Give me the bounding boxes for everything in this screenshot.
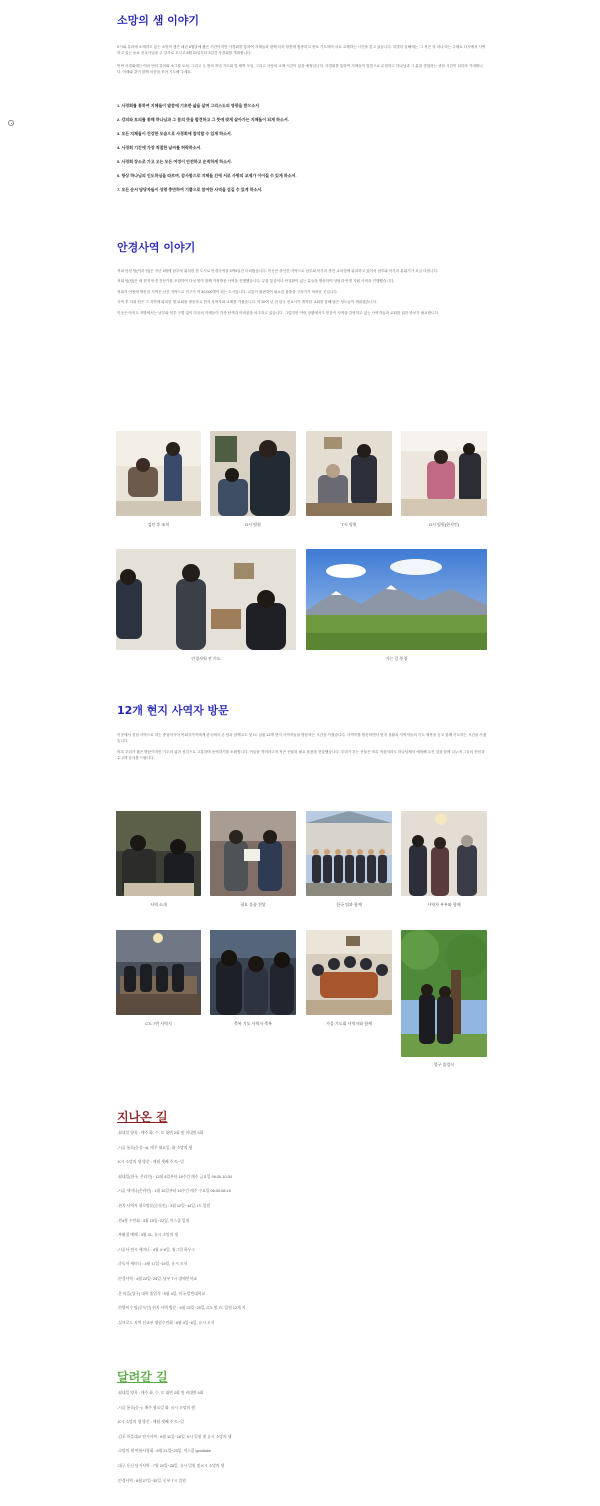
past-road-item: -월대일 양육 : 매주 화, 수, 토 대면 2회 및 비대면 5회	[117, 1131, 204, 1135]
hope-story-paragraph: K시와 유리에 소재하고 있는 소망의 샘은 매년 6월말에 짧은 기간이지만 사경회를 통하여 지체들과 함께 더욱 말씀에 집중하고 중보 기도하며 서로 교제하는 시간을 갖고 있습니다. 특별히 올해에는 '그 작은 자 하나'라는 주제로 다시에서 사역하고 있는 동료 선교사님을 주 강사로 모시고 6월 21일부터 3일간 사경회를 개최합니다.	[117, 45, 486, 56]
photo-caption: 성구 졸업식	[433, 1062, 455, 1067]
prayer-item: 7. 모든 순서 담당자들이 성령 충만하여 기쁨으로 참여한 사역을 섬길 수 있게 하소서.	[117, 187, 263, 192]
photo-c-province-7	[116, 930, 201, 1015]
prayer-item: 1. 사경회를 통하여 지체들이 말씀에 기초한 삶을 살며 그리스도의 영광을 받으소서	[117, 103, 259, 108]
photo-autumn-prayer-meeting	[306, 930, 392, 1015]
past-road-list	[117, 1130, 487, 1334]
visit-paragraph: 비록 우리가 짧은 방문이지만 기도의 삶과 섬김으로 고통하며 동역하기를 소원합니다. 이들을 격려하고자 작은 선물과 필요 물품을 전달했습니다. 우리가 우는 선물은 비록 적을지라도 하나님께서 예비해 주신 것을 함께 나누며 그들의 헌신과 수고에 감사를 드립니다.	[117, 749, 485, 761]
visit-title: 12개 현지 사역자 방문	[117, 704, 229, 717]
future-road-title: 달려갈 길	[117, 1370, 168, 1384]
photo-caption: T시 팀원	[341, 522, 357, 527]
past-road-item: -월대일(한국, 온라인) : 12월 8일부터 18주간 매주 금요일 06:30-10:30	[117, 1174, 232, 1179]
past-road-item: -실크로드 지역 선교부 영원수련회 : 6월 4일~6일, 유시 오저	[117, 1320, 215, 1325]
photo-eye-exam	[116, 431, 201, 516]
future-road-list	[117, 1390, 487, 1492]
photo-road-scenery	[306, 549, 487, 650]
photo-with-missionary-couple	[401, 811, 487, 896]
past-road-item: -중독자 세미나 : 4월 17일~19일, 유시 오저	[117, 1262, 188, 1267]
future-road-item: -시골 통독(동~): 매주 월요일 화, 유시 소망의 샘	[117, 1405, 195, 1410]
past-road-item: -K시 소망의 샘 방문 : 매월 셋째 주 토~일	[117, 1160, 184, 1165]
prayer-item: 3. 모든 지체들이 건강한 모습으로 사경회에 참석할 수 있게 하소서.	[117, 131, 232, 136]
eyeglasses-paragraph: 이곳은 아직도 지방에서는 남부와 북부 구별 없이 다음의 지체들이 각종 탐색과 어려움을 마주하고 있습니다. 그렇지만 이런 상황에서도 믿음이 사역을 감당하고 있는 사역자들과 교회를 위한 중보가 필요합니다.	[117, 310, 440, 315]
visit-body	[117, 732, 487, 766]
photo-seonggu-graduation	[401, 930, 487, 1057]
photo-supply-delivery	[210, 811, 296, 896]
hope-story-title: 소망의 샘 이야기	[117, 14, 200, 27]
photo-blessing-prayer	[210, 930, 296, 1015]
eyeglasses-paragraph: 저희 팀(팀)은 새 현지 안경 전문가를 포함하여 다섯 명이 함께 가정방문 사역을 진행했습니다. 무릎 통증이나 안질환이 있는 분들을 방문하여 상담과 안경 지원 사역을 진행했습니다.	[117, 279, 395, 284]
eyeglasses-paragraph: 저희 안경 팀(이하 팀)은 지난 4월에 남부에 위치한 한 도시로 안경사역을 3박4일간 다녀왔습니다. 이곳은 중산간 지역으로 남부와 북부의 중간 교차점에 위치하고 있어서 남부와 북부의 분위기가 조금 다릅니다.	[117, 269, 439, 273]
photo-caption: 안경사역 전 기도	[191, 656, 221, 661]
photo-t-city-team	[306, 431, 392, 516]
eyeglasses-story-body	[117, 268, 487, 320]
photo-o-city-team	[210, 431, 296, 516]
past-road-item: -전4형 수련회 : 3월 19일~22일, 이스쿨 일원	[117, 1218, 190, 1223]
photo-caption: O시 팀원	[245, 522, 261, 527]
photo-caption: 한국 팀과 함께	[336, 902, 362, 907]
photo-caption: 검안 후 조치	[147, 522, 170, 527]
past-road-item: -현지 사역자 위로방문(중독인) : 3월 12일~14일, I도 일원	[117, 1203, 211, 1208]
past-road-item: -안경사역 : 4월 22일~25일, 남부 T시 장애인학교	[117, 1276, 197, 1281]
photo-ministry-intro	[116, 811, 201, 896]
hope-story-paragraph: 이번 사경회에는 여러 번의 강의와 소그룹 토의, 그리고 두 번의 저녁 기도회 및 새벽 모임, 그리고 사랑의 교제 시간이 있을 예정입니다. 사경회를 통하여 지체들이 말씀으로 무장하고 하나님과 그 분을 경험하는 귀한 시간이 되리라 기대합니다. 아래와 같이 함께 마음을 모아 기도해 주세요.	[117, 63, 483, 75]
photo-prayer-before-ministry	[116, 549, 296, 650]
photo-caption: C도 7번 사역지	[145, 1021, 172, 1026]
prayer-item: 5. 사경회 장소로 가고 오는 모든 여정이 안전하고 순적하게 하소서.	[117, 159, 232, 164]
photo-o-city-team-local	[401, 431, 487, 516]
photo-caption: 필요 물품 전달	[240, 902, 266, 907]
side-circle-icon[interactable]	[8, 120, 14, 126]
past-road-item: -부활절 예배 : 3월 31, 유시 소망의 샘	[117, 1233, 179, 1238]
past-road-item: -안양비수 팀(중독인) 현지 사역 방문 : 5월 23일~25일, C도 및 I도 일원 12개 지	[117, 1306, 246, 1311]
photo-caption: 사역 소개	[150, 902, 167, 907]
future-road-item: -김포 마을대교 단기사역 : 6월 11일~16일, K시 일원 및 유시 소망의 샘	[117, 1434, 232, 1439]
future-road-item: -대구 동신 단기사역 : 7월 20일~28일, 유시 일원 및 K시 소망의 샘	[117, 1463, 225, 1468]
prayer-item: 4. 사경회 기간에 가장 적절한 날씨를 허락하소서.	[117, 145, 202, 150]
future-road-item: -안경사역 : 8월 27일~30일, 동부 T시 일원	[117, 1478, 186, 1483]
future-road-item: -월대일 양육 : 매주 화, 수, 토 대면 2회 및 비대면 5회	[117, 1391, 204, 1395]
visit-paragraph: 이곳에서 경험 사역으로 하는 중앙아시아 목회자가족에게 한국에서 온 팀과 함께 C도 및 I도 일원 12개 현지 사역자들을 방문하는 시간을 가졌습니다. 사역자를 방문하면서 현지 상황과 사역자들의 기도 제목을 듣고 함께 기도하는 시간을 가졌습니다.	[117, 733, 487, 744]
past-road-item: -시골 세미나(온라인) : 1월 10일부터 10주간 매주 수요일 06:30-08:15	[117, 1189, 231, 1194]
eyeglasses-paragraph: 사역 후 저희 팀은 그 지역에 위치한 몇 교회를 방문하고 현지 사역자와 교제를 가졌습니다. 약 20여 년 전 한국 선교사가 개척한 교회를 통해 많은 성도들이 세워졌습니다.	[117, 300, 378, 305]
eyeglasses-paragraph: 저희가 이번에 방문한 지역은 산간 지역으로 인구가 약 40,000명이 되는 도시입니다. 교통이 불편하여 필요한 물품을 구하기가 어려운 곳입니다.	[117, 289, 338, 294]
past-road-item: -시골 통독(동상~4): 매주 월요일, 화 소망의 샘	[117, 1145, 193, 1150]
photo-caption: 가을 기도회 사역자와 함께	[326, 1021, 372, 1026]
prayer-list	[117, 103, 487, 201]
photo-with-korea-team	[306, 811, 392, 896]
past-road-title: 지나온 길	[117, 1110, 168, 1124]
hope-story-body	[117, 44, 487, 80]
prayer-item: 2. 강의와 토의를 통해 하나님과 그 분의 뜻을 발견하고 그 뜻에 맞게 살아가는 지체들이 되게 하소서.	[117, 117, 289, 122]
photo-caption: 축복 기도 사역자 축복	[233, 1021, 273, 1026]
past-road-item: -온 마을(성구) 대학 졸업식 : 5월 4일, 미국 칼빈대학교	[117, 1291, 206, 1296]
prayer-item: 6. 항상 하나님의 인도하심을 따르며, 감사함으로 지체들 간에 서로 사랑의 교제가 이어질 수 있게 하소서.	[117, 173, 297, 178]
past-road-item: -시골사 연시 세미나 : 4월 4~6일, 월그림 하우스	[117, 1247, 195, 1252]
photo-caption: 가는 길 풍경	[385, 656, 408, 661]
future-road-item: -소망의 샘 여름사경회 : 6월 21일~23일, 이스쿨 goodlake	[117, 1449, 211, 1454]
photo-caption: O시 팀원(현지인)	[428, 522, 460, 527]
eyeglasses-story-title: 안경사역 이야기	[117, 241, 196, 254]
future-road-item: -K시 소망의 샘 방문 : 매월 셋째 주 토~일	[117, 1420, 184, 1425]
photo-caption: 사역자 부부와 함께	[427, 902, 461, 907]
